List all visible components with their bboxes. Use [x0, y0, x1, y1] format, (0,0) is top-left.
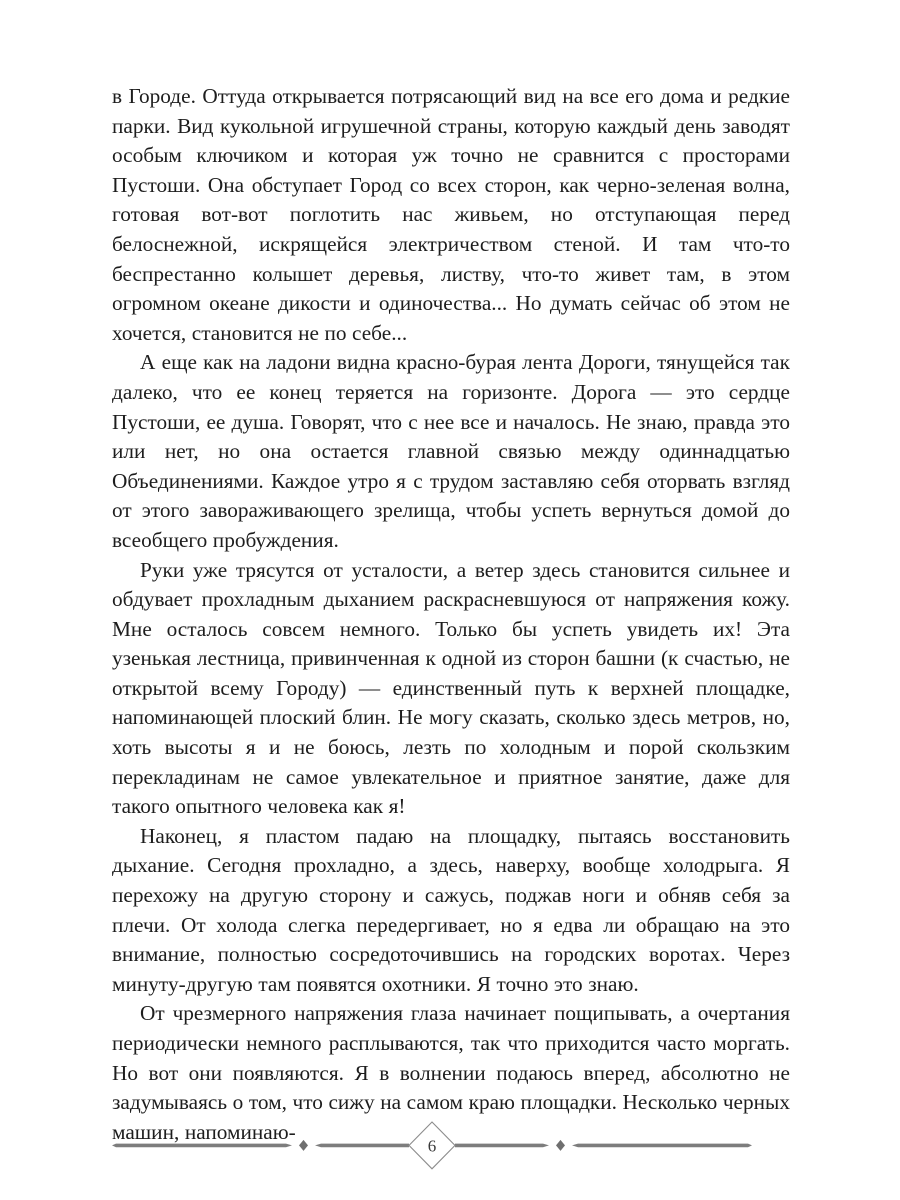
diamond-separator-left	[299, 1140, 308, 1151]
paragraph-hands: Руки уже трясутся от усталости, а ветер здесь становится сильнее и обдувает прохладным дыханием раскрасневшуюся от напряжения кожу. Мне осталось совсем немного. Только бы успеть увидеть их! Эта узенькая лестница, привинченная к одной из сторон башни (к счастью, не открытой всему Городу) — единственный путь к верхней площадке, напоминающей плоский блин. Не могу сказать, сколько здесь метров, но, хоть высоты я и не боюсь, лезть по холодным и порой скользким перекладинам не самое увлекательное и приятное занятие, даже для такого опытного человека как я!	[112, 557, 790, 819]
rule-segment-left-outer	[112, 1144, 292, 1148]
rule-segment-right-outer	[572, 1144, 752, 1148]
page-text-column	[112, 82, 790, 1147]
paragraph-eyes: От чрезмерного напряжения глаза начинает пощипывать, а очертания периодически немного расплываются, так что приходится часто моргать. Но вот они появляются. Я в волнении подаюсь вперед, абсолютно не задумываясь о том, что сижу на самом краю площадки. Несколько черных машин, напоминаю-	[112, 1001, 790, 1144]
paragraph-road: А еще как на ладони видна красно-бурая лента Дороги, тянущейся так далеко, что ее конец теряется на горизонте. Дорога — это сердце Пустоши, ее душа. Говорят, что с нее все и началось. Не знаю, правда это или нет, но она остается главной связью между одиннадцатью Объединениями. Каждое утро я с трудом заставляю себя оторвать взгляд от этого завораживающего зрелища, чтобы успеть вернуться домой до всеобщего пробуждения.	[112, 350, 790, 552]
rule-segment-right-inner	[455, 1144, 549, 1148]
paragraph-continued: в Городе. Оттуда открывается потрясающий вид на все его дома и редкие парки. Вид кукольной игрушечной страны, которую каждый день заводят особым ключиком и которая уж точно не сравнится с просторами Пустоши. Она обступает Город со всех сторон, как черно-зеленая волна, готовая вот-вот поглотить нас живьем, но отступающая перед белоснежной, искрящейся электричеством стеной. И там что-то беспрестанно колышет деревья, листву, что-то живет там, в этом огромном океане дикости и одиночества... Но думать сейчас об этом не хочется, становится не по себе...	[112, 84, 790, 345]
page-number: 6	[427, 1136, 437, 1156]
rule-segment-left-inner	[315, 1144, 409, 1148]
footer-ornament	[112, 1118, 752, 1174]
page-number-badge	[409, 1122, 455, 1169]
diamond-separator-right	[556, 1140, 565, 1151]
paragraph-platform: Наконец, я пластом падаю на площадку, пытаясь восстановить дыхание. Сегодня прохладно, а здесь, наверху, вообще холодрыга. Я перехожу на другую сторону и сажусь, поджав ноги и обняв себя за плечи. От холода слегка передергивает, но я едва ли обращаю на это внимание, полностью сосредоточившись на городских воротах. Через минуту-другую там появятся охотники. Я точно это знаю.	[112, 823, 790, 996]
